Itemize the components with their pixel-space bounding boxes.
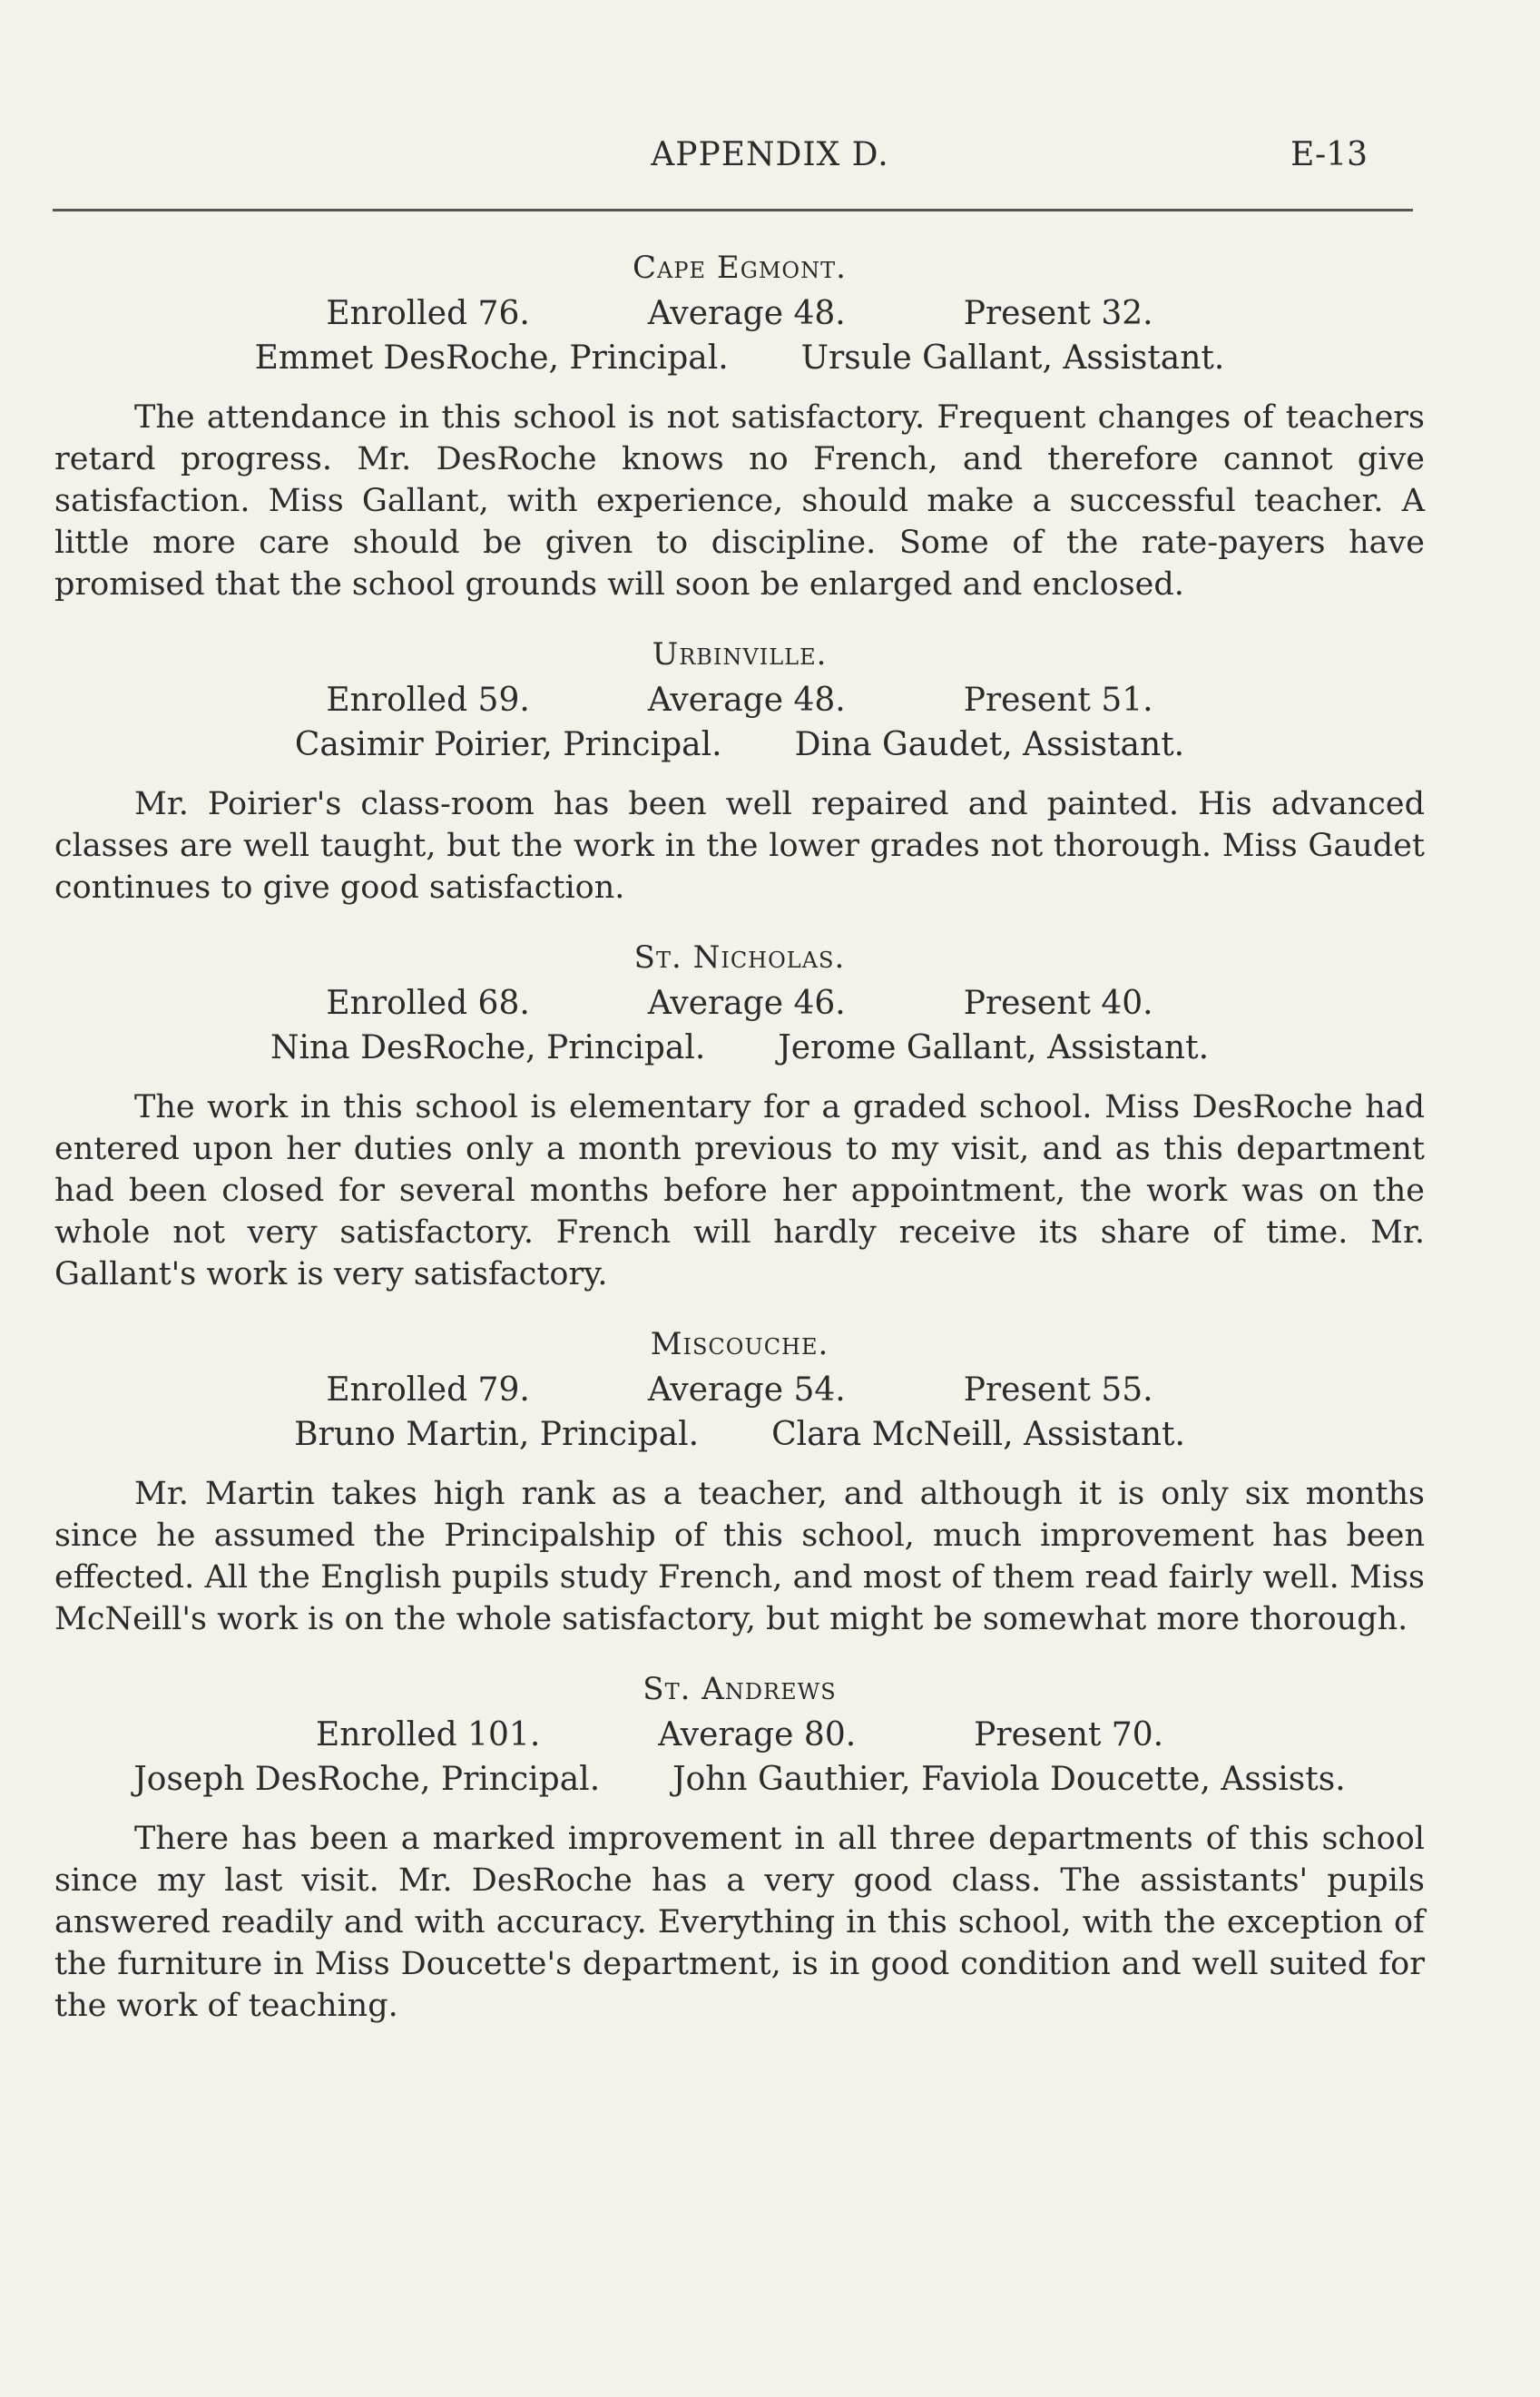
average-count: Average 48. <box>647 295 846 332</box>
assistant-name: Ursule Gallant, Assistant. <box>800 339 1225 377</box>
present-count: Present 40. <box>963 985 1153 1022</box>
assistant-name: Jerome Gallant, Assistant. <box>778 1029 1210 1066</box>
average-count: Average 46. <box>647 985 846 1022</box>
school-name: Urbinville. <box>652 636 828 673</box>
assistant-name: Clara McNeill, Assistant. <box>771 1416 1185 1453</box>
enrolled-count: Enrolled 59. <box>326 682 530 719</box>
enrolled-count: Enrolled 79. <box>326 1371 530 1409</box>
attendance-stats <box>54 1371 1425 1409</box>
enrolled-count: Enrolled 68. <box>326 985 530 1022</box>
school-name: St. Nicholas. <box>633 939 846 976</box>
header-rule <box>53 209 1413 211</box>
assistant-name: John Gauthier, Faviola Doucette, Assists. <box>672 1761 1346 1798</box>
report-paragraph: Mr. Martin takes high rank as a teacher, and although it is only six months since he assumed the Principalship of this school, much improvement has been effected. All the English pupils study French, and most of them read fairly well. Miss McNeill's work is on the whole satisfactory, but might be somewhat more thorough. <box>54 1476 1425 1637</box>
principal-name: Bruno Martin, Principal. <box>294 1416 700 1453</box>
attendance-stats <box>54 985 1425 1022</box>
staff-line <box>54 1416 1425 1453</box>
present-count: Present 32. <box>963 295 1153 332</box>
report-paragraph: Mr. Poirier's class-room has been well repaired and painted. His advanced classes are well taught, but the work in the lower grades not thorough. Miss Gaudet continues to give good satisfaction. <box>54 786 1425 906</box>
average-count: Average 48. <box>647 682 846 719</box>
average-count: Average 54. <box>647 1371 846 1409</box>
attendance-stats <box>54 295 1425 332</box>
staff-line <box>54 339 1425 377</box>
present-count: Present 70. <box>974 1716 1164 1754</box>
staff-line <box>54 1761 1425 1798</box>
school-section <box>54 939 1425 1295</box>
principal-name: Casimir Poirier, Principal. <box>294 726 722 763</box>
present-count: Present 55. <box>963 1371 1153 1409</box>
school-name: St. Andrews <box>642 1671 837 1707</box>
staff-line <box>54 1029 1425 1066</box>
assistant-name: Dina Gaudet, Assistant. <box>794 726 1185 763</box>
staff-line <box>54 726 1425 763</box>
principal-name: Joseph DesRoche, Principal. <box>133 1761 601 1798</box>
page-number: E-13 <box>1290 136 1368 173</box>
average-count: Average 80. <box>658 1716 857 1754</box>
school-section <box>54 1671 1425 2027</box>
report-paragraph: There has been a marked improvement in all three departments of this school since my last visit. Mr. DesRoche has a very good class. The assistants' pupils answered readily and with accuracy. Everything in this school, with the exception of the furniture in Miss Doucette's department, is in good condition and well suited for the work of teaching. <box>54 1821 1425 2024</box>
attendance-stats <box>54 682 1425 719</box>
school-section <box>54 1326 1425 1640</box>
page-title: APPENDIX D. <box>651 136 889 173</box>
school-section <box>54 636 1425 909</box>
report-body <box>54 250 1425 2058</box>
report-paragraph: The attendance in this school is not satisfactory. Frequent changes of teachers retard progress. Mr. DesRoche knows no French, and therefore cannot give satisfaction. Miss Gallant, with experience, should make a successful teacher. A little more care should be given to discipline. Some of the rate-payers have promised that the school grounds will soon be enlarged and enclosed. <box>54 399 1425 603</box>
present-count: Present 51. <box>963 682 1153 719</box>
running-head <box>54 136 1486 182</box>
enrolled-count: Enrolled 101. <box>315 1716 541 1754</box>
report-paragraph: The work in this school is elementary for a graded school. Miss DesRoche had entered upon her duties only a month previous to my visit, and as this department had been closed for several months before her appointment, the work was on the whole not very satisfactory. French will hardly receive its share of time. Mr. Gallant's work is very satisfactory. <box>54 1089 1425 1292</box>
attendance-stats <box>54 1716 1425 1754</box>
school-name: Cape Egmont. <box>633 250 847 286</box>
principal-name: Nina DesRoche, Principal. <box>270 1029 706 1066</box>
school-name: Miscouche. <box>650 1326 829 1362</box>
enrolled-count: Enrolled 76. <box>326 295 530 332</box>
principal-name: Emmet DesRoche, Principal. <box>254 339 729 377</box>
school-section <box>54 250 1425 605</box>
